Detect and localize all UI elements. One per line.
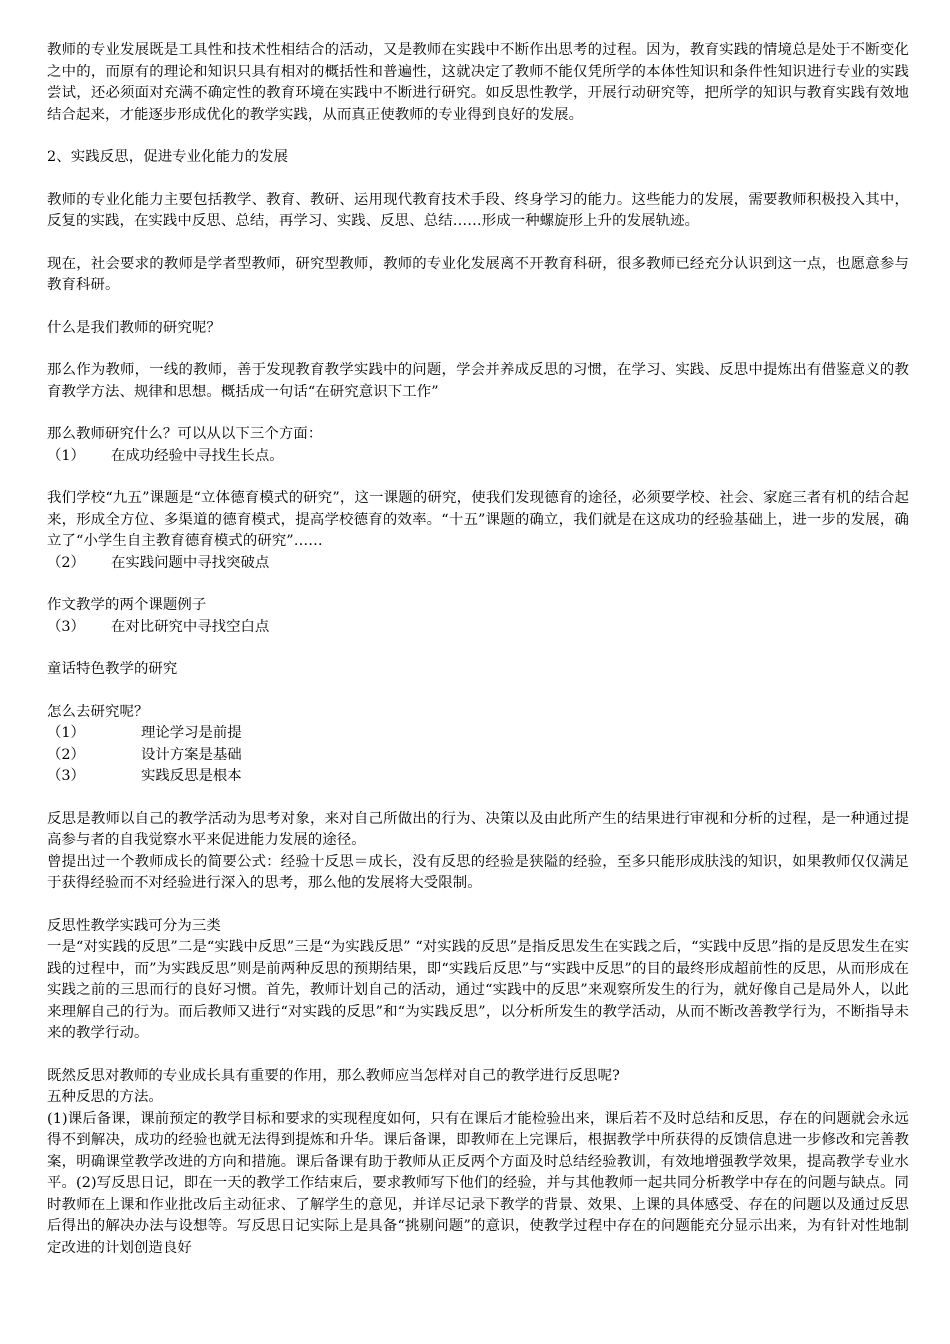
paragraph: 现在，社会要求的教师是学者型教师，研究型教师，教师的专业化发展离不开教育科研，很多教师已经充分认识到这一点，也愿意参与教育科研。 [47, 255, 909, 293]
list-number: （1） [47, 447, 85, 464]
list-number: （3） [47, 768, 85, 784]
list-item [47, 745, 909, 767]
list-number: （3） [47, 618, 85, 635]
paragraph: 作文教学的两个课题例子 [47, 597, 207, 613]
paragraph: 教师的专业发展既是工具性和技术性相结合的活动，又是教师在实践中不断作出思考的过程。因为，教育实践的情境总是处于不断变化之中的，而原有的理论和知识只具有相对的概括性和普遍性，这就决定了教师不能仅凭所学的本体性知识和条件性知识进行专业的实践尝试，还必须面对充满不确定性的教育环境在实践中不断进行研究。如反思性教学，开展行动研究等，把所学的知识与教育实践有效地结合起来，才能逐步形成优化的教学实践，从而真正使教师的专业得到良好的发展。 [47, 42, 909, 123]
paragraph: 反思性教学实践可分为三类 [47, 917, 221, 934]
list-text: 在成功经验中寻找生长点。 [110, 447, 284, 464]
list-item [47, 446, 909, 468]
list-text: 理论学习是前提 [140, 725, 242, 741]
list-item [47, 617, 909, 639]
paragraph: 既然反思对教师的专业成长具有重要的作用，那么教师应当怎样对自己的教学进行反思呢? [47, 1067, 620, 1084]
list-number: （2） [47, 746, 85, 763]
list-text: 在对比研究中寻找空白点 [110, 618, 270, 635]
paragraph: 我们学校“九五”课题是“立体德育模式的研究”，这一课题的研究，使我们发现德育的途径，必须要学校、社会、家庭三者有机的结合起来，形成全方位、多渠道的德育模式，提高学校德育的效率。“十五”课题的确立，我们就是在这成功的经验基础上，进一步的发展，确立了“小学生自主教育德育模式的研究”…… [47, 490, 909, 549]
list-text: 在实践问题中寻找突破点 [110, 554, 270, 571]
paragraph: 五种反思的方法。 [47, 1089, 163, 1105]
list-number: （1） [47, 725, 85, 741]
list-number: （2） [47, 554, 85, 571]
section-heading: 2、实践反思，促进专业化能力的发展 [47, 149, 289, 165]
question-line: 什么是我们教师的研究呢？ [47, 319, 221, 336]
document-page [47, 40, 909, 1259]
paragraph: 教师的专业化能力主要包括教学、教育、教研、运用现代教育技术手段、终身学习的能力。这些能力的发展，需要教师积极投入其中，反复的实践，在实践中反思、总结，再学习、实践、反思、总结……形成一种螺旋形上升的发展轨迹。 [47, 191, 909, 229]
paragraph: 反思是教师以自己的教学活动为思考对象，来对自己所做出的行为、决策以及由此所产生的结果进行审视和分析的过程，是一种通过提高参与者的自我觉察水平来促进能力发展的途径。 [47, 810, 909, 848]
paragraph: 一是“对实践的反思”二是“实践中反思”三是“为实践反思” “对实践的反思”是指反思发生在实践之后，“实践中反思”指的是反思发生在实践的过程中，而”为实践反思”则是前两种反思的预期结果，即“实践后反思”与“实践中反思”的目的最终形成超前性的反思，从而形成在实践之前的三思而行的良好习惯。首先，教师计划自己的活动，通过“实践中的反思”来观察所发生的行为，就好像自己是局外人，以此来理解自己的行为。而后教师又进行“对实践的反思”和“为实践反思”，以分析所发生的教学活动，从而不断改善教学行为，不断指导未来的教学行动。 [47, 939, 909, 1041]
list-text: 设计方案是基础 [140, 746, 242, 763]
list-item [47, 723, 909, 745]
list-item [47, 766, 909, 788]
question-line: 怎么去研究呢？ [47, 703, 149, 720]
paragraph: 那么作为教师，一线的教师，善于发现教育教学实践中的问题，学会并养成反思的习惯，在学习、实践、反思中提炼出有借鉴意义的教育教学方法、规律和思想。概括成一句话“在研究意识下工作” [47, 362, 909, 400]
list-item [47, 553, 909, 575]
paragraph: 曾提出过一个教师成长的简要公式：经验十反思＝成长，没有反思的经验是狭隘的经验，至多只能形成肤浅的知识，如果教师仅仅满足于获得经验而不对经验进行深入的思考，那么他的发展将大受限制。 [47, 853, 909, 891]
list-text: 实践反思是根本 [140, 768, 242, 784]
question-line: 那么教师研究什么？可以从以下三个方面： [47, 426, 323, 442]
paragraph: (1)课后备课，课前预定的教学目标和要求的实现程度如何，只有在课后才能检验出来，课后若不及时总结和反思，存在的问题就会永远得不到解决，成功的经验也就无法得到提炼和升华。课后备课，即教师在上完课后，根据教学中所获得的反馈信息进一步修改和完善教案，明确课堂教学改进的方向和措施。课后备课有助于教师从正反两个方面及时总结经验教训，有效地增强教学效果，提高教学专业水平。(2)写反思日记，即在一天的教学工作结束后，要求教师写下他们的经验，并与其他教师一起共同分析教学中存在的问题与缺点。同时教师在上课和作业批改后主动征求、了解学生的意见，并详尽记录下教学的背景、效果、上课的具体感受、存在的问题以及通过反思后得出的解决办法与设想等。写反思日记实际上是具备“挑剔问题”的意识，使教学过程中存在的问题能充分显示出来，为有针对性地制定改进的计划创造良好 [47, 1110, 909, 1256]
paragraph: 童话特色教学的研究 [47, 661, 178, 677]
